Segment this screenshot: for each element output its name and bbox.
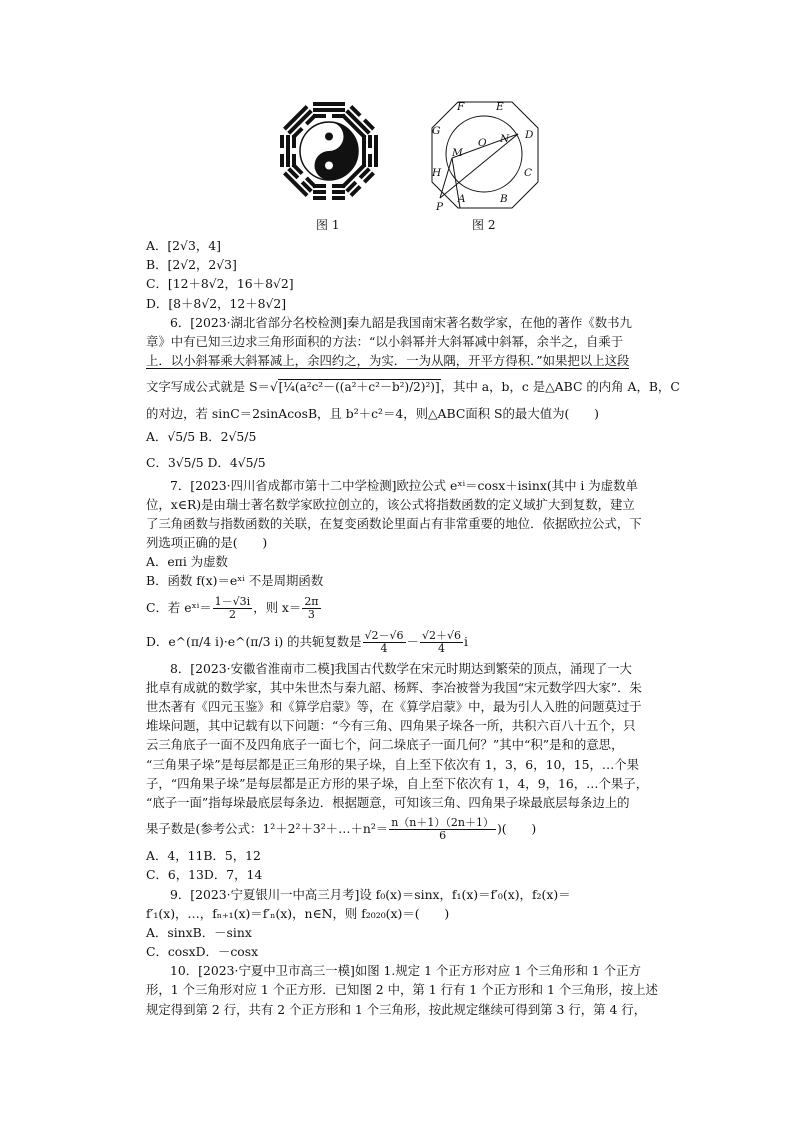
label-C: C	[524, 167, 533, 179]
yin-yang-symbol	[300, 122, 358, 180]
q9-line1: 9．[2023·宁夏银川一中高三月考]设 f₀(x)＝sinx，f₁(x)＝f′₀(x)，f₂(x)＝	[170, 886, 571, 902]
q6-line4	[146, 370, 706, 404]
q7-c-x-denominator: 3	[307, 607, 315, 621]
q5-option-b: B．[2√2，2√3]	[146, 257, 237, 273]
q7-d-numerator2: √2＋√6	[421, 628, 461, 642]
q8-line8: “底子一面”指每垛最底层每条边．根据题意，可知该三角、四角果子垛最底层每条边上的	[146, 794, 630, 810]
q7-option-c	[146, 591, 706, 625]
q7-option-a: A．eπi 为虚数	[146, 554, 228, 570]
q8-formula-fraction	[389, 817, 496, 842]
taiji-bagua-figure	[278, 100, 380, 202]
q10-line3: 规定得到第 2 行，共有 2 个正方形和 1 个三角形，按此规定继续可得到第 3 行，第 4 行，	[146, 1001, 647, 1017]
label-D: D	[525, 129, 534, 141]
q6-option-c: C．3√5/5	[146, 454, 204, 470]
octagon-circle-figure	[420, 98, 550, 216]
q8-line5: 云三角底子一面不及四角底子一面七个，问二垛底子一面几何？”其中“积”是和的意思，	[146, 737, 624, 753]
q10-line1: 10．[2023·宁夏中卫市高三一模]如图 1.规定 1 个正方形对应 1 个三角形和 1 个正方	[170, 963, 641, 979]
q7-option-c-a: C．若 eˣⁱ＝	[146, 599, 212, 615]
q8-line4: 堆垛问题，其中记载有以下问题：“今有三角、四角果子垛各一所，共积六百八十五个，只	[146, 718, 636, 734]
q6-line3	[146, 351, 706, 370]
q5-option-c: C．[12＋8√2，16＋8√2]	[146, 276, 294, 292]
q9-line2: f′₁(x)，…，fₙ₊₁(x)＝f′ₙ(x)，n∈N，则 f₂₀₂₀(x)＝( )	[146, 905, 450, 921]
label-N: N	[500, 133, 510, 145]
label-P: P	[436, 201, 444, 213]
q6-line2: 章》中有已知三边求三角形面积的方法：“以小斜幂并大斜幂减中斜幂，余半之，自乘于	[146, 333, 624, 349]
q5-option-a: A．[2√3，4]	[146, 238, 221, 253]
q7-d-minus: －	[406, 633, 419, 649]
trigram-top	[313, 102, 345, 118]
q7-line4: 列选项正确的是( )	[146, 535, 268, 551]
q7-option-c-fraction	[213, 596, 253, 621]
q6-line3-text: 上．以小斜幂乘大斜幂减上，余四约之，为实．一为从隅，开平方得积．”如果把以上这段	[146, 353, 630, 369]
q6-line1: 6．[2023·湖北省部分名校检测]秦九韶是我国南宋著名数学家，在他的著作《数书九	[170, 314, 632, 330]
label-O: O	[478, 137, 487, 149]
q7-option-d-a: D．e^(π/4 i)·e^(π/3 i) 的共轭复数是	[146, 633, 362, 649]
q6-line5: 的对边，若 sinC＝2sinAcosB，且 b²＋c²＝4，则△ABC面积 S的最大值为( )	[146, 406, 599, 422]
q6-line4-a: 文字写成公式就是 S＝	[146, 379, 270, 395]
q6-option-a: A．√5/5	[146, 428, 196, 444]
q8-formula-numerator: n（n＋1）（2n＋1）	[391, 816, 494, 830]
figure-area	[0, 96, 794, 236]
q7-d-numerator1: √2－√6	[364, 628, 404, 642]
q8-line3: 世杰著有《四元玉鉴》和《算学启蒙》等，在《算学启蒙》中，最为引人入胜的问题莫过于	[146, 699, 642, 714]
q8-line1: 8．[2023·安徽省淮南市二模]我国古代数学在宋元时期达到繁荣的顶点，涌现了一大	[170, 660, 632, 676]
q6-option-b: B．2√5/5	[199, 428, 257, 444]
figure2-caption: 图 2	[472, 218, 496, 232]
q6-line4-b: ，其中 a，b，c 是△ABC 的内角 A，B，C	[440, 379, 680, 395]
q10-line2: 形，1 个三角形对应 1 个正方形．已知图 2 中，第 1 行有 1 个正方形和 1 个三角形，按上述	[146, 982, 658, 998]
q9-options-ab: A．sinxB．－sinx	[146, 924, 252, 940]
q7-d-fraction1	[363, 630, 406, 655]
question-content	[146, 236, 706, 1019]
q8-line9	[146, 812, 706, 846]
q8-line9-a: 果子数是(参考公式：1²＋2²＋3²＋…＋n²＝	[146, 821, 389, 837]
q8-formula-denominator: 6	[439, 829, 447, 843]
q7-d-denominator1: 4	[380, 641, 388, 655]
q9-options-cd: C．cosxD．－cosx	[146, 944, 259, 960]
label-B: B	[500, 193, 508, 205]
q7-d-denominator2: 4	[437, 641, 445, 655]
label-E: E	[496, 101, 504, 113]
figure1-caption: 图 1	[316, 218, 340, 232]
q6-option-d: D．4√5/5	[207, 454, 266, 470]
q8-line6: “三角果子垛”是每层都是正三角形的果子垛，自上至下依次有 1，3，6，10，15，…个果	[146, 756, 640, 772]
q7-c-numerator: 1－√3i	[214, 594, 251, 608]
q7-option-c-x	[302, 596, 320, 621]
q7-d-fraction2	[420, 630, 463, 655]
q7-option-b: B．函数 f(x)＝eˣⁱ 不是周期函数	[146, 573, 324, 589]
q8-options-cd: C．6，13D．7，14	[146, 867, 263, 883]
q7-line1: 7．[2023·四川省成都市第十二中学检测]欧拉公式 eˣⁱ＝cosx＋isinx(其中 i 为虚数单	[170, 477, 638, 493]
heron-formula: √[¼(a²c²－((a²＋c²－b²)/2)²)]	[269, 380, 440, 395]
q5-option-d: D．[8＋8√2，12＋8√2]	[146, 295, 287, 311]
q8-line2: 批卓有成就的数学家，其中朱世杰与秦九韶、杨辉、李冶被誉为我国“宋元数学四大家”．朱	[146, 679, 642, 695]
q7-line2: 位，x∈R)是由瑞士著名数学家欧拉创立的，该公式将指数函数的定义域扩大到复数，建立	[146, 496, 635, 512]
q7-option-c-b: ，则 x＝	[253, 599, 302, 615]
q6-options-ab	[146, 424, 706, 450]
q7-d-end: i	[463, 633, 468, 649]
q7-c-denominator: 2	[228, 607, 236, 621]
q7-line3: 了三角函数与指数函数的关联，在复变函数论里面占有非常重要的地位．依据欧拉公式，下	[146, 515, 642, 531]
q6-options-cd	[146, 450, 706, 476]
q7-c-x-numerator: 2π	[304, 594, 319, 608]
label-A: A	[458, 193, 466, 205]
label-H: H	[432, 167, 442, 179]
label-M: M	[452, 147, 463, 159]
label-F: F	[457, 101, 465, 113]
q8-line7: 子，“四角果子垛”是每层都是正方形的果子垛，自上至下依次有 1，4，9，16，…个果子，	[146, 775, 649, 791]
q8-line9-b: )( )	[496, 821, 537, 837]
q8-options-ab: A．4，11B．5，12	[146, 848, 261, 864]
q7-option-d	[146, 625, 706, 659]
label-G: G	[432, 125, 441, 137]
